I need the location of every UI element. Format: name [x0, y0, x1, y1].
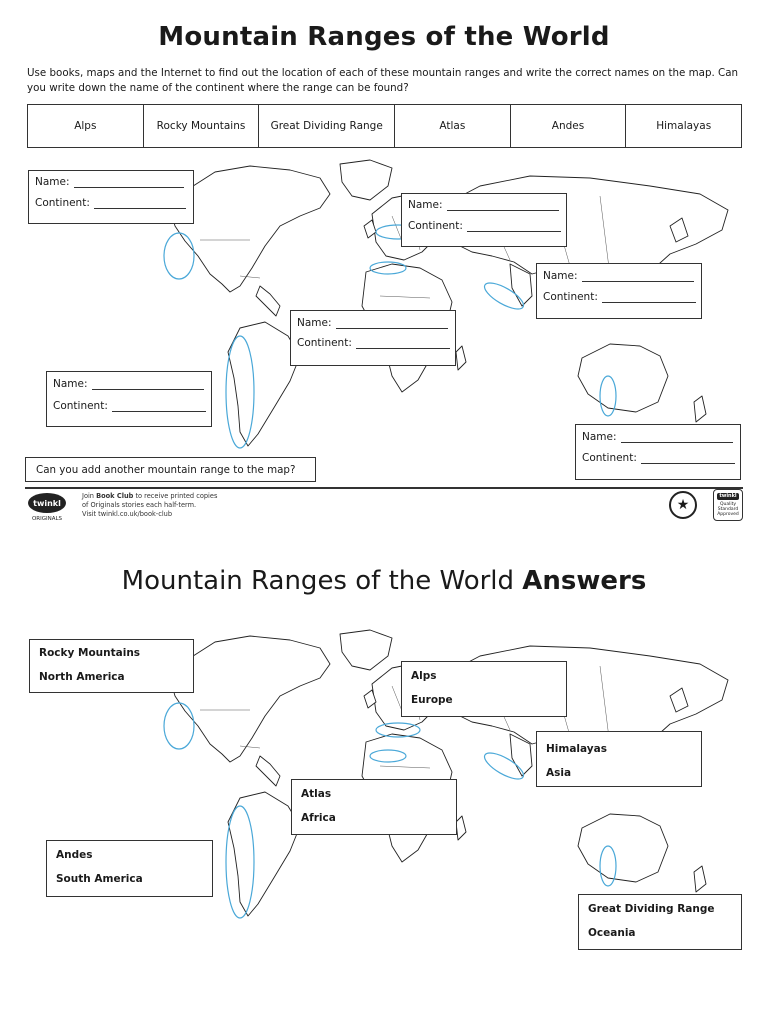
answer-range: Rocky Mountains: [39, 647, 141, 659]
answer-continent: Asia: [546, 767, 572, 779]
word-bank-cell: Atlas: [395, 105, 511, 147]
name-blank[interactable]: [582, 271, 694, 282]
answer-box-himalayas: [536, 731, 702, 787]
answers-title: [0, 566, 768, 596]
answer-range: Atlas: [301, 788, 332, 800]
word-bank-cell: Alps: [28, 105, 144, 147]
answer-continent: South America: [56, 873, 143, 885]
footer-text: [82, 492, 217, 519]
logo-text: twinkl: [33, 499, 61, 508]
answer-continent: Europe: [411, 694, 453, 706]
name-label: Name:: [582, 431, 617, 443]
answer-continent: Oceania: [588, 927, 636, 939]
footer-line: Join: [82, 492, 97, 500]
answer-box-gdr: [578, 894, 742, 950]
label-box-andes: [46, 371, 212, 427]
footer-line: of Originals stories each half-term.: [82, 501, 197, 509]
continent-label: Continent:: [582, 452, 637, 464]
badge-caption: Quality Standard Approved: [717, 502, 739, 517]
word-bank-cell: Himalayas: [656, 119, 712, 132]
name-blank[interactable]: [74, 177, 184, 188]
answer-continent: North America: [39, 671, 125, 683]
continent-label: Continent:: [543, 291, 598, 303]
name-label: Name:: [53, 378, 88, 390]
continent-label: Continent:: [408, 220, 463, 232]
footer-url[interactable]: Visit twinkl.co.uk/book-club: [82, 510, 173, 518]
continent-blank[interactable]: [467, 221, 561, 232]
twinkl-originals-logo: [27, 492, 67, 522]
answers-title-main: Mountain Ranges of the World: [121, 566, 515, 596]
continent-blank[interactable]: [94, 198, 186, 209]
answer-box-atlas: [291, 779, 457, 835]
answer-range: Andes: [56, 849, 93, 861]
badge-logo-text: twinkl: [717, 493, 739, 500]
label-box-himalayas: [536, 263, 702, 319]
instructions: Use books, maps and the Internet to find out the location of each of these mountain ranges and write the correct names on the map. Can you write down the name of the continent where the range can be found?: [27, 67, 739, 94]
label-box-atlas: [290, 310, 456, 366]
answer-box-andes: [46, 840, 213, 897]
extra-question-text: Can you add another mountain range to the map?: [36, 463, 296, 476]
name-label: Name:: [543, 270, 578, 282]
word-bank-table: [27, 104, 742, 148]
continent-label: Continent:: [35, 197, 90, 209]
extra-question-box: [25, 457, 316, 482]
footer-divider: [25, 487, 743, 489]
continent-blank[interactable]: [602, 292, 696, 303]
continent-label: Continent:: [53, 400, 108, 412]
page-title: Mountain Ranges of the World: [158, 22, 610, 52]
answer-range: Himalayas: [546, 743, 607, 755]
answer-box-alps: [401, 661, 567, 717]
name-blank[interactable]: [92, 379, 204, 390]
star-icon: ★: [669, 491, 697, 519]
answer-range: Great Dividing Range: [588, 903, 715, 915]
name-blank[interactable]: [336, 318, 448, 329]
label-box-rocky: [28, 170, 194, 224]
label-box-alps: [401, 193, 567, 247]
name-label: Name:: [35, 176, 70, 188]
answer-box-rocky: [29, 639, 194, 693]
continent-blank[interactable]: [112, 401, 206, 412]
name-label: Name:: [297, 317, 332, 329]
word-bank-cell: Great Dividing Range: [259, 105, 395, 147]
name-label: Name:: [408, 199, 443, 211]
logo-subtext: ORIGINALS: [31, 516, 63, 522]
answers-title-bold: Answers: [522, 566, 647, 596]
quality-standard-badge: [713, 489, 743, 521]
footer-line: to receive printed copies: [133, 492, 218, 500]
name-blank[interactable]: [621, 432, 733, 443]
word-bank-cell: Rocky Mountains: [144, 105, 260, 147]
label-box-gdr: [575, 424, 741, 480]
answer-range: Alps: [411, 670, 437, 682]
name-blank[interactable]: [447, 200, 559, 211]
answer-continent: Africa: [301, 812, 336, 824]
word-bank-cell: Andes: [511, 105, 627, 147]
continent-blank[interactable]: [641, 453, 735, 464]
continent-blank[interactable]: [356, 338, 450, 349]
book-club-link[interactable]: Book Club: [96, 492, 134, 500]
continent-label: Continent:: [297, 337, 352, 349]
